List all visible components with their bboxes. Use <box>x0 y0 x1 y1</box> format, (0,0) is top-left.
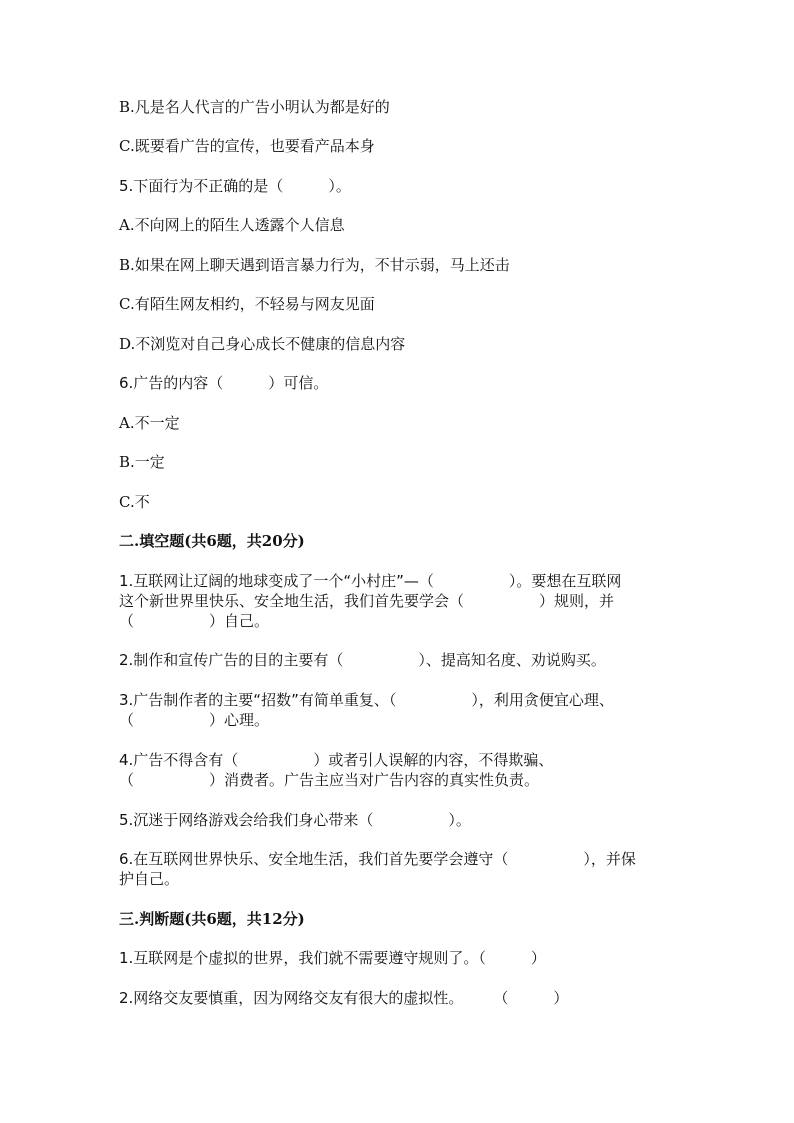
fill-q2: 2.制作和宣传广告的目的主要有（ ）、提高知名度、劝说购买。 <box>119 651 606 669</box>
q6-option-a: A.不一定 <box>119 414 180 432</box>
section3-heading: 三.判断题(共6题，共12分) <box>119 910 305 928</box>
judge-q1: 1.互联网是个虚拟的世界，我们就不需要遵守规则了。（ ） <box>119 949 546 967</box>
q6-option-c: C.不 <box>119 493 150 511</box>
q5-question: 5.下面行为不正确的是（ ）。 <box>119 177 351 195</box>
fill-q5: 5.沉迷于网络游戏会给我们身心带来（ ）。 <box>119 811 471 829</box>
fill-q4-line1: 4.广告不得含有（ ）或者引人误解的内容，不得欺骗、 <box>119 751 554 769</box>
fill-q1-line2: 这个新世界里快乐、安全地生活，我们首先要学会（ ）规则，并 <box>119 592 615 610</box>
q5-option-b: B.如果在网上聊天遇到语言暴力行为，不甘示弱，马上还击 <box>119 256 510 274</box>
fill-q4-line2: （ ）消费者。广告主应当对广告内容的真实性负责。 <box>119 771 540 789</box>
q4-option-c: C.既要看广告的宣传，也要看产品本身 <box>119 137 375 155</box>
fill-q3-line1: 3.广告制作者的主要“招数”有简单重复、（ ），利用贪便宜心理、 <box>119 691 614 709</box>
q4-option-b: B.凡是名人代言的广告小明认为都是好的 <box>119 98 390 116</box>
section2-heading: 二.填空题(共6题，共20分) <box>119 532 305 550</box>
q5-option-a: A.不向网上的陌生人透露个人信息 <box>119 216 345 234</box>
fill-q1-line3: （ ）自己。 <box>119 612 270 630</box>
q5-option-c: C.有陌生网友相约，不轻易与网友见面 <box>119 295 375 313</box>
fill-q6-line1: 6.在互联网世界快乐、安全地生活，我们首先要学会遵守（ ），并保 <box>119 850 636 868</box>
q5-option-d: D.不浏览对自己身心成长不健康的信息内容 <box>119 335 406 353</box>
q6-option-b: B.一定 <box>119 453 165 471</box>
judge-q2: 2.网络交友要慎重，因为网络交友有很大的虚拟性。 （ ） <box>119 989 569 1007</box>
fill-q3-line2: （ ）心理。 <box>119 711 270 729</box>
fill-q6-line2: 护自己。 <box>119 870 180 888</box>
fill-q1-line1: 1.互联网让辽阔的地球变成了一个“小村庄”—（ ）。要想在互联网 <box>119 572 622 590</box>
q6-question: 6.广告的内容（ ）可信。 <box>119 374 329 392</box>
